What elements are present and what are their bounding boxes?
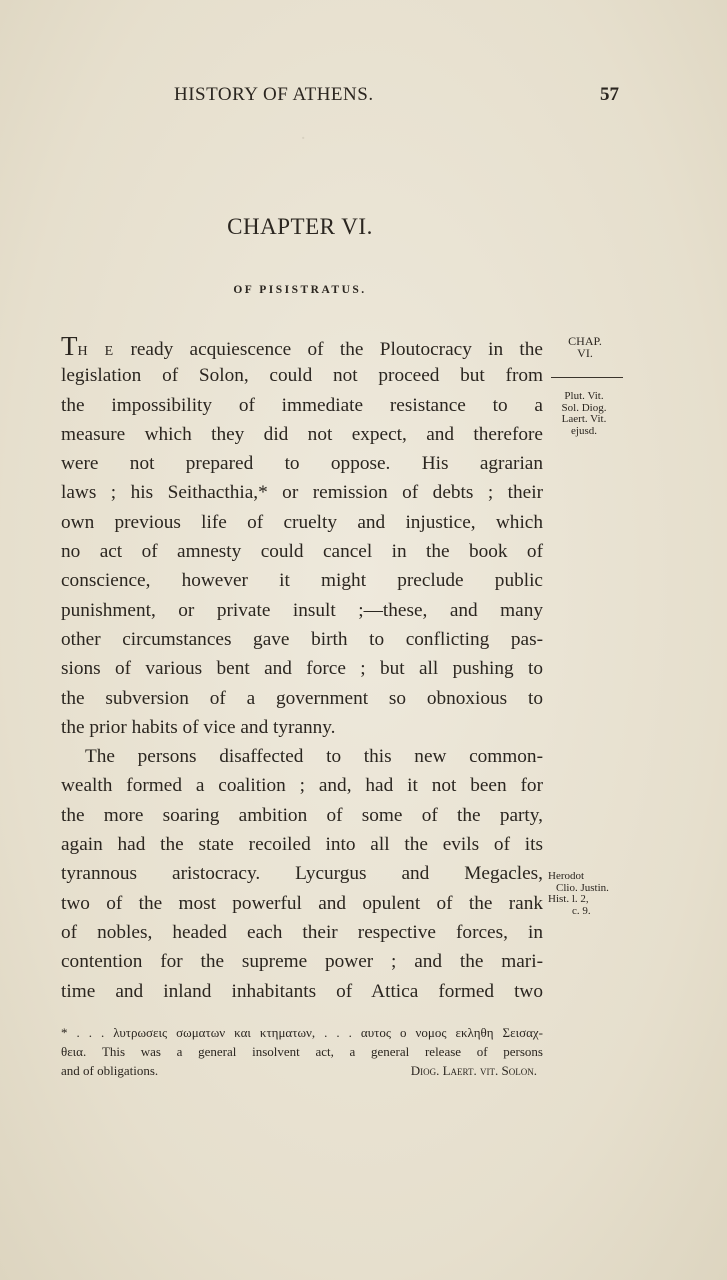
text-line: sions of various bent and force ; but all pushing to xyxy=(61,658,543,680)
text-line: tyrannous aristocracy. Lycurgus and Megacles, xyxy=(61,863,543,885)
text-line: the impossibility of immediate resistance to a xyxy=(61,394,543,416)
margin-note-line: c. 9. xyxy=(572,904,591,917)
margin-chap-number: VI. xyxy=(577,345,593,360)
text-line: time and inland inhabitants of Attica formed two xyxy=(61,980,543,1002)
footnote-citation: Diog. Laert. vit. Solon. xyxy=(410,1063,537,1078)
text-line: punishment, or private insult ;—these, and many xyxy=(61,599,543,621)
page-number: 57 xyxy=(600,84,619,105)
text-line: wealth formed a coalition ; and, had it not been for xyxy=(61,775,543,797)
footnote xyxy=(61,1023,543,1080)
margin-note-line: Herodot xyxy=(548,870,585,882)
margin-note-line: Sol. Diog. xyxy=(561,401,607,414)
footnote-text: and of obligations. xyxy=(61,1063,159,1078)
footnote-line xyxy=(61,1061,543,1080)
margin-note-line: Hist. l. 2, xyxy=(548,893,589,905)
chapter-title: CHAPTER VI. xyxy=(227,214,373,239)
text-line: of nobles, headed each their respective forces, in xyxy=(61,921,543,943)
text-line: conscience, however it might preclude public xyxy=(61,570,543,592)
text-line: measure which they did not expect, and therefore xyxy=(61,423,543,445)
text-line: were not prepared to oppose. His agrarian xyxy=(61,453,543,475)
footnote-line: θεια. This was a general insolvent act, a general release of persons xyxy=(61,1044,543,1059)
text-line-content: ready acquiescence of the Ploutocracy in the xyxy=(130,339,543,360)
margin-rule xyxy=(551,377,623,378)
margin-chap-word: CHAP. xyxy=(568,334,602,348)
text-line: no act of amnesty could cancel in the book of xyxy=(61,541,543,563)
text-line: two of the most powerful and opulent of the rank xyxy=(61,892,543,914)
margin-note-line: Laert. Vit. xyxy=(561,413,607,425)
body-text xyxy=(61,332,543,1006)
chapter-subtitle: OF PISISTRATUS. xyxy=(233,284,367,296)
first-word-rest: H E xyxy=(77,344,115,359)
text-line: The persons disaffected to this new common- xyxy=(85,746,543,768)
margin-note-line: Plut. Vit. xyxy=(564,390,604,402)
text-line: again had the state recoiled into all the evils of its xyxy=(61,834,543,856)
text-line: the subversion of a government so obnoxious to xyxy=(61,687,543,709)
margin-note-herodotus xyxy=(548,871,630,917)
text-line: the prior habits of vice and tyranny. xyxy=(61,716,336,738)
text-line: contention for the supreme power ; and the mari- xyxy=(61,951,543,973)
text-line xyxy=(61,332,543,361)
text-line: laws ; his Seithacthia,* or remission of debts ; their xyxy=(61,482,543,504)
margin-note-line: Clio. Justin. xyxy=(556,881,609,894)
text-line: the more soaring ambition of some of the party, xyxy=(61,804,543,826)
text-line: legislation of Solon, could not proceed but from xyxy=(61,365,543,387)
drop-cap: T xyxy=(61,331,78,361)
margin-note-line: ejusd. xyxy=(571,424,597,437)
text-line: own previous life of cruelty and injustice, which xyxy=(61,511,543,533)
bleed-through-text: · xyxy=(300,128,307,149)
text-line: other circumstances gave birth to conflicting pas- xyxy=(61,628,543,650)
footnote-line: * . . . λυτρωσεις σωματων και κτηματων, . . . αυτος ο νομος εκληθη Σεισαχ- xyxy=(61,1025,543,1040)
margin-chapter-label xyxy=(550,336,620,359)
margin-note-plutarch xyxy=(546,391,622,437)
running-head: HISTORY OF ATHENS. xyxy=(174,84,374,105)
